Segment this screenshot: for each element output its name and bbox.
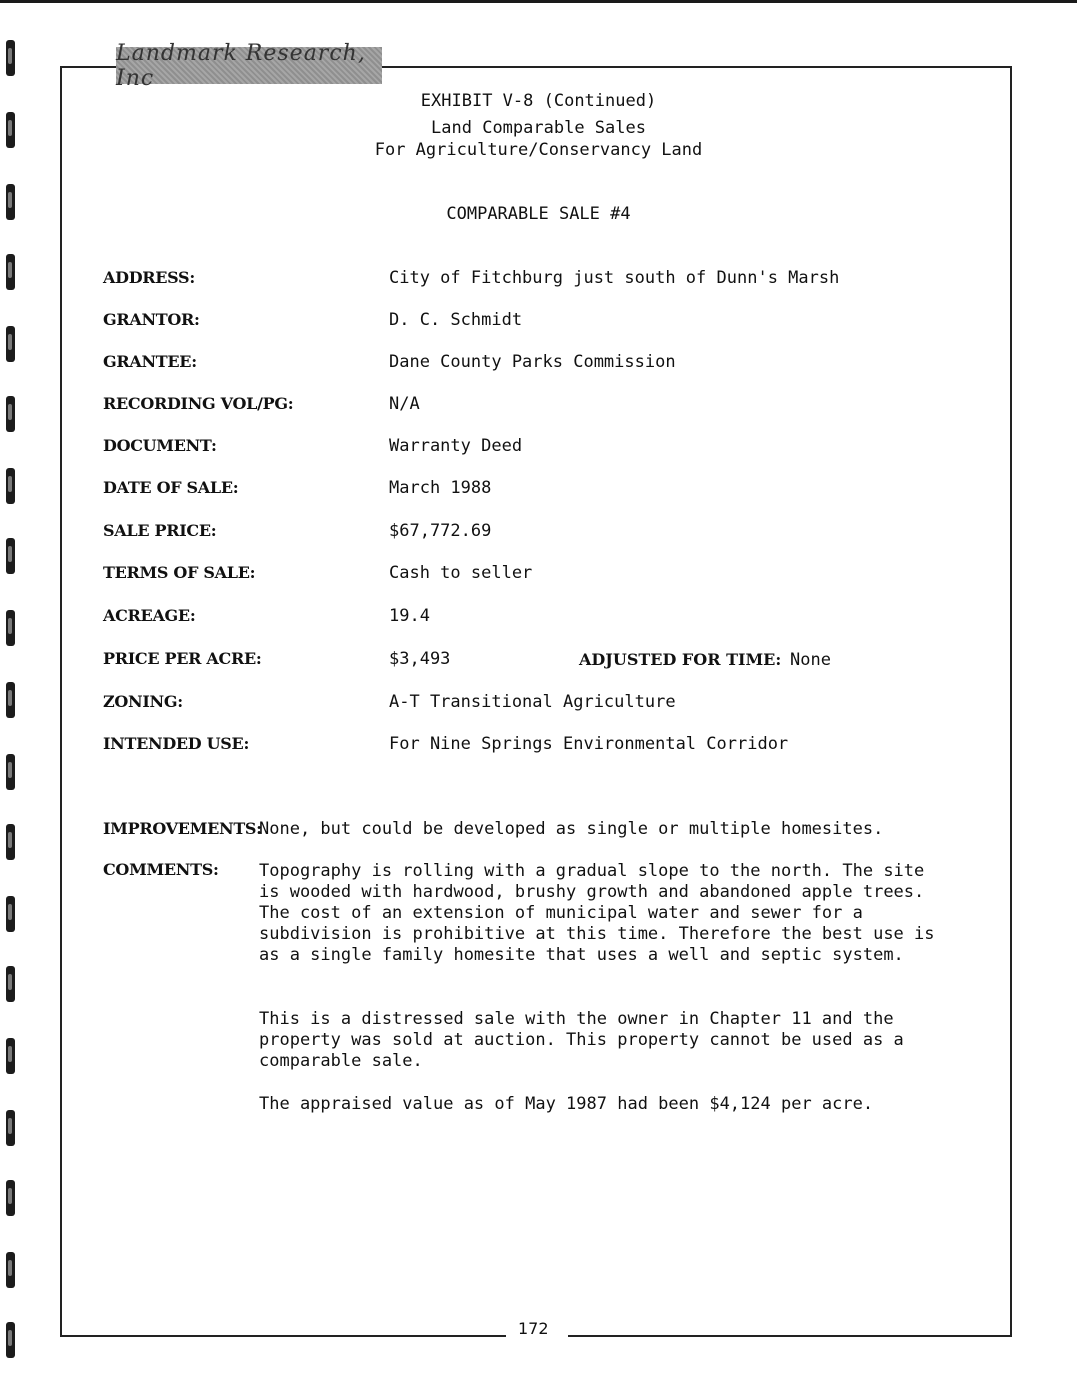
field-label: DOCUMENT:: [103, 436, 217, 455]
comments-label: COMMENTS:: [103, 860, 219, 879]
field-value: Warranty Deed: [389, 436, 523, 456]
binder-hole: [6, 1180, 15, 1216]
field-value: $67,772.69: [389, 521, 492, 541]
adjusted-for-time-value: None: [790, 650, 831, 670]
binder-hole: [6, 254, 15, 290]
field-value: N/A: [389, 394, 420, 414]
adjusted-for-time-label: ADJUSTED FOR TIME:: [579, 650, 782, 669]
footer-rule-left: [60, 1335, 506, 1337]
top-edge-rule: [0, 0, 1077, 3]
improvements-text: None, but could be developed as single or multiple homesites.: [259, 819, 884, 839]
field-label: RECORDING VOL/PG:: [103, 394, 294, 413]
field-label: PRICE PER ACRE:: [103, 649, 262, 668]
field-value: D. C. Schmidt: [389, 310, 523, 330]
field-value: For Nine Springs Environmental Corridor: [389, 734, 789, 754]
field-value: Cash to seller: [389, 563, 533, 583]
binder-hole: [6, 896, 15, 932]
field-label: ADDRESS:: [103, 268, 195, 287]
field-label: GRANTOR:: [103, 310, 200, 329]
comment-paragraph: The appraised value as of May 1987 had been $4,124 per acre.: [259, 1094, 874, 1114]
comment-paragraph: This is a distressed sale with the owner in Chapter 11 and the property was sold at auction. This property cannot be used as a comparable sale.: [259, 1009, 904, 1071]
binder-hole: [6, 40, 15, 76]
comment-paragraph: Topography is rolling with a gradual slope to the north. The site is wooded with hardwood, brushy growth and abandoned apple trees. The cost of an extension of municipal water and sewer for a subdivision is prohibitive at this time. Therefore the best use is as a single family homesite that uses a well and septic system.: [259, 861, 935, 965]
binder-hole: [6, 1110, 15, 1146]
binder-hole: [6, 1252, 15, 1288]
field-label: GRANTEE:: [103, 352, 197, 371]
exhibit-title: EXHIBIT V-8 (Continued): [420, 91, 657, 111]
improvements-label: IMPROVEMENTS:: [103, 819, 262, 838]
field-label: SALE PRICE:: [103, 521, 217, 540]
field-label: INTENDED USE:: [103, 734, 250, 753]
binder-hole: [6, 326, 15, 362]
field-label: DATE OF SALE:: [103, 478, 239, 497]
field-label: ACREAGE:: [103, 606, 196, 625]
field-value: 19.4: [389, 606, 430, 626]
binder-hole: [6, 824, 15, 860]
sale-heading: COMPARABLE SALE #4: [446, 204, 631, 224]
binder-hole: [6, 966, 15, 1002]
binder-hole: [6, 1038, 15, 1074]
binder-hole: [6, 396, 15, 432]
binder-hole: [6, 468, 15, 504]
field-value: March 1988: [389, 478, 492, 498]
company-logo: [116, 40, 382, 91]
binder-hole: [6, 538, 15, 574]
footer-rule-right: [568, 1335, 1012, 1337]
logo-text: Landmark Research, Inc: [116, 40, 366, 91]
binder-hole: [6, 610, 15, 646]
document-title: Land Comparable Sales: [431, 118, 646, 138]
field-value: A-T Transitional Agriculture: [389, 692, 676, 712]
binder-hole: [6, 1322, 15, 1358]
page-number: 172: [518, 1319, 549, 1338]
binder-hole: [6, 682, 15, 718]
document-subtitle: For Agriculture/Conservancy Land: [374, 140, 703, 160]
field-label: TERMS OF SALE:: [103, 563, 256, 582]
field-value: $3,493: [389, 649, 451, 669]
field-value: Dane County Parks Commission: [389, 352, 676, 372]
field-value: City of Fitchburg just south of Dunn's Marsh: [389, 268, 840, 288]
binder-hole: [6, 754, 15, 790]
field-label: ZONING:: [103, 692, 183, 711]
